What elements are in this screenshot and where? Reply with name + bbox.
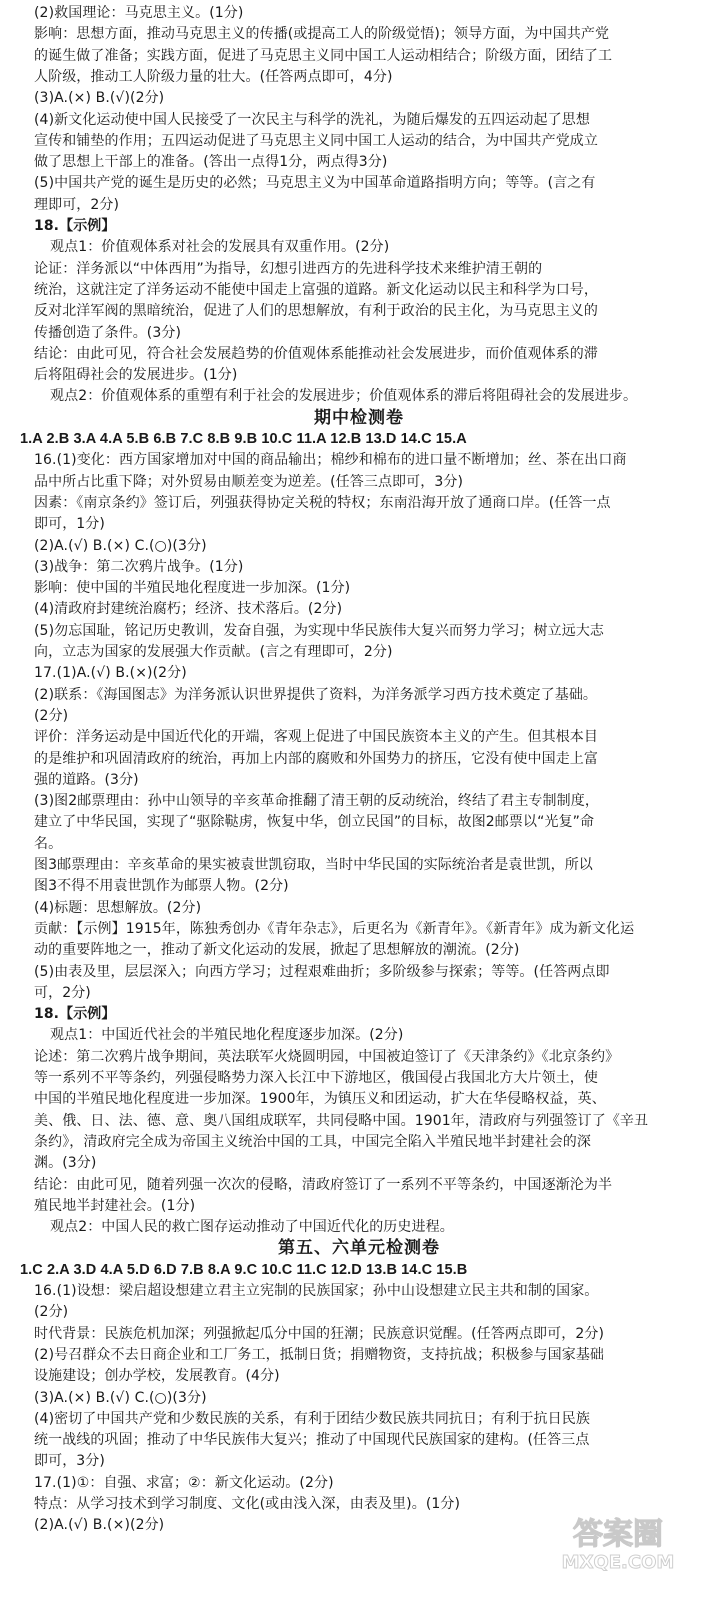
text-line: 影响：使中国的半殖民地化程度进一步加深。(1分): [34, 580, 351, 597]
text-line: 的是维护和巩固清政府的统治，再加上内部的腐败和外国势力的挤压，它没有使中国走上富: [34, 750, 598, 767]
text-line: 结论：由此可见，随着列强一次次的侵略，清政府签订了一系列不平等条约，中国逐渐沦为半: [34, 1176, 613, 1193]
text-line: 渊。(3分): [34, 1155, 97, 1172]
text-line: (5)由表及里，层层深入；向西方学习；过程艰难曲折；多阶级参与探索；等等。(任答两点即: [34, 963, 610, 980]
text-line: 名。: [34, 835, 63, 852]
text-line: 美、俄、日、法、德、意、奥八国组成联军，共同侵略中国。1901年，清政府与列强签订了《辛丑: [34, 1112, 649, 1129]
answer-row: 1.C 2.A 3.D 4.A 5.D 6.D 7.B 8.A 9.C 10.C 11.C 12.D 13.B 14.C 15.B: [20, 1261, 468, 1278]
text-line: 反对北洋军阀的黑暗统治，促进了人们的思想解放，有利于政治的民主化，为马克思主义的: [34, 303, 598, 320]
text-line: 建立了中华民国，实现了“驱除鞑虏，恢复中华，创立民国”的目标，故图2邮票以“光复”命: [34, 814, 595, 831]
watermark-logo: [508, 1512, 708, 1572]
text-line: (2)联系：《海国图志》为洋务派认识世界提供了资料，为洋务派学习西方技术奠定了基础。: [34, 686, 598, 703]
text-line: 即可，3分): [34, 1453, 105, 1470]
text-line: 观点1：中国近代社会的半殖民地化程度逐步加深。(2分): [50, 1027, 404, 1044]
text-line: 强的道路。(3分): [34, 771, 139, 788]
text-line: (4)密切了中国共产党和少数民族的关系，有利于团结少数民族共同抗日；有利于抗日民族: [34, 1410, 590, 1427]
text-line: 特点：从学习技术到学习制度、文化(或由浅入深，由表及里)。(1分): [34, 1496, 461, 1512]
text-line: 论证：洋务派以“中体西用”为指导，幻想引进西方的先进科学技术来维护清王朝的: [34, 260, 543, 277]
text-line: (3)A.(×) B.(√)(2分): [34, 90, 165, 107]
text-line: 品中所占比重下降；对外贸易由顺差变为逆差。(任答三点即可，3分): [34, 473, 464, 490]
text-line: (3)A.(×) B.(√) C.(○)(3分): [34, 1389, 207, 1406]
text-line: (3)图2邮票理由：孙中山领导的辛亥革命推翻了清王朝的反动统治，终结了君主专制制度，: [34, 793, 599, 810]
section-title: 第五、六单元检测卷: [278, 1238, 440, 1259]
text-line: (5)中国共产党的诞生是历史的必然；马克思主义为中国革命道路指明方向；等等。(言之有: [34, 175, 596, 192]
text-line: 的诞生做了准备；实践方面，促进了马克思主义同中国工人运动相结合；阶级方面，团结了工: [34, 47, 613, 64]
watermark-cn: 答案圈: [573, 1517, 663, 1552]
text-line: 向，立志为国家的发展强大作贡献。(言之有理即可，2分): [34, 644, 393, 660]
text-line: (2)救国理论：马克思主义。(1分): [34, 5, 244, 21]
text-line: (4)清政府封建统治腐朽；经济、技术落后。(2分): [34, 601, 343, 618]
text-line: 观点2：中国人民的救亡图存运动推动了中国近代化的历史进程。: [50, 1219, 454, 1236]
text-line: 理即可，2分): [34, 196, 120, 213]
text-line: 人阶级，推动工人阶级力量的壮大。(任答两点即可，4分): [34, 68, 393, 85]
text-line: (4)新文化运动使中国人民接受了一次民主与科学的洗礼，为随后爆发的五四运动起了思想: [34, 111, 590, 128]
text-line: 宣传和铺垫的作用；五四运动促进了马克思主义同中国工人运动的结合，为中国共产党成立: [34, 132, 598, 149]
text-line: 图3邮票理由：辛亥革命的果实被袁世凯窃取，当时中华民国的实际统治者是袁世凯，所以: [34, 857, 593, 873]
text-line: 可，2分): [34, 984, 91, 1001]
text-line: 等一系列不平等条约，列强侵略势力深入长江中下游地区，俄国侵占我国北方大片领土，使: [34, 1070, 598, 1086]
text-line: 16.(1)变化：西方国家增加对中国的商品输出；棉纱和棉布的进口量不断增加；丝、茶在出口商: [34, 452, 627, 469]
text-line: (5)勿忘国耻，铭记历史教训，发奋自强，为实现中华民族伟大复兴而努力学习；树立远大志: [34, 622, 605, 639]
text-line: 中国的半殖民地化程度进一步加深。1900年，为镇压义和团运动，扩大在华侵略权益，英、: [34, 1091, 606, 1108]
text-line: 动的重要阵地之一，推动了新文化运动的发展，掀起了思想解放的潮流。(2分): [34, 942, 520, 959]
text-line: 因素：《南京条约》签订后，列强获得协定关税的特权；东南沿海开放了通商口岸。(任答一点: [34, 494, 611, 511]
text-line: 评价：洋务运动是中国近代化的开端，客观上促进了中国民族资本主义的产生。但其根本目: [34, 729, 598, 746]
text-line: 论述：第二次鸦片战争期间，英法联军火烧圆明园，中国被迫签订了《天津条约》《北京条约》: [34, 1048, 620, 1065]
text-line: (2)A.(√) B.(×)(2分): [34, 1517, 165, 1534]
text-line: 贡献：【示例】1915年，陈独秀创办《青年杂志》，后更名为《新青年》。《新青年》成为新文化运: [34, 920, 635, 937]
text-line: 即可，1分): [34, 516, 105, 533]
text-line: (4)标题：思想解放。(2分): [34, 899, 202, 916]
text-line: 设施建设；创办学校，发展教育。(4分): [34, 1368, 280, 1385]
text-line: (2)A.(√) B.(×) C.(○)(3分): [34, 537, 207, 554]
section-title: 期中检测卷: [314, 407, 404, 428]
text-line: 结论：由此可见，符合社会发展趋势的价值观体系能推动社会发展进步，而价值观体系的滞: [34, 345, 598, 362]
text-line: (2分): [34, 1304, 69, 1321]
text-line: 观点1：价值观体系对社会的发展具有双重作用。(2分): [50, 239, 390, 256]
text-line: 统一战线的巩固；推动了中华民族伟大复兴；推动了中国现代民族国家的建构。(任答三点: [34, 1432, 590, 1449]
text-line: 18.【示例】: [34, 218, 116, 234]
watermark-en: MXQE.COM: [561, 1552, 675, 1572]
text-line: 图3不得不用袁世凯作为邮票人物。(2分): [34, 878, 289, 895]
text-line: (2分): [34, 707, 69, 724]
text-line: 17.(1)A.(√) B.(×)(2分): [34, 665, 187, 682]
text-line: 16.(1)设想：梁启超设想建立君主立宪制的民族国家；孙中山设想建立民主共和制的国家。: [34, 1283, 599, 1299]
text-line: 时代背景：民族危机加深；列强掀起瓜分中国的狂潮；民族意识觉醒。(任答两点即可，2分): [34, 1325, 605, 1342]
text-line: (2)号召群众不去日商企业和工厂务工，抵制日货；捐赠物资，支持抗战；积极参与国家基础: [34, 1346, 605, 1363]
text-line: 后将阻碍社会的发展进步。(1分): [34, 367, 238, 384]
text-line: 18.【示例】: [34, 1006, 116, 1023]
text-line: 观点2：价值观体系的重塑有利于社会的发展进步；价值观体系的滞后将阻碍社会的发展进步。: [50, 388, 638, 405]
text-line: 条约》，清政府完全成为帝国主义统治中国的工具，中国完全陷入半殖民地半封建社会的深: [34, 1133, 591, 1150]
text-line: 传播创造了条件。(3分): [34, 324, 182, 341]
text-line: 殖民地半封建社会。(1分): [34, 1197, 196, 1214]
text-line: (3)战争：第二次鸦片战争。(1分): [34, 558, 244, 575]
text-line: 17.(1)①：自强、求富；②：新文化运动。(2分): [34, 1474, 334, 1491]
text-line: 影响：思想方面，推动马克思主义的传播(或提高工人的阶级觉悟)；领导方面，为中国共产党: [34, 26, 610, 43]
answer-row: 1.A 2.B 3.A 4.A 5.B 6.B 7.C 8.B 9.B 10.C 11.A 12.B 13.D 14.C 15.A: [20, 431, 467, 447]
text-line: 统治，这就注定了洋务运动不能使中国走上富强的道路。新文化运动以民主和科学为口号，: [34, 281, 598, 298]
text-line: 做了思想上干部上的准备。(答出一点得1分，两点得3分): [34, 154, 388, 171]
